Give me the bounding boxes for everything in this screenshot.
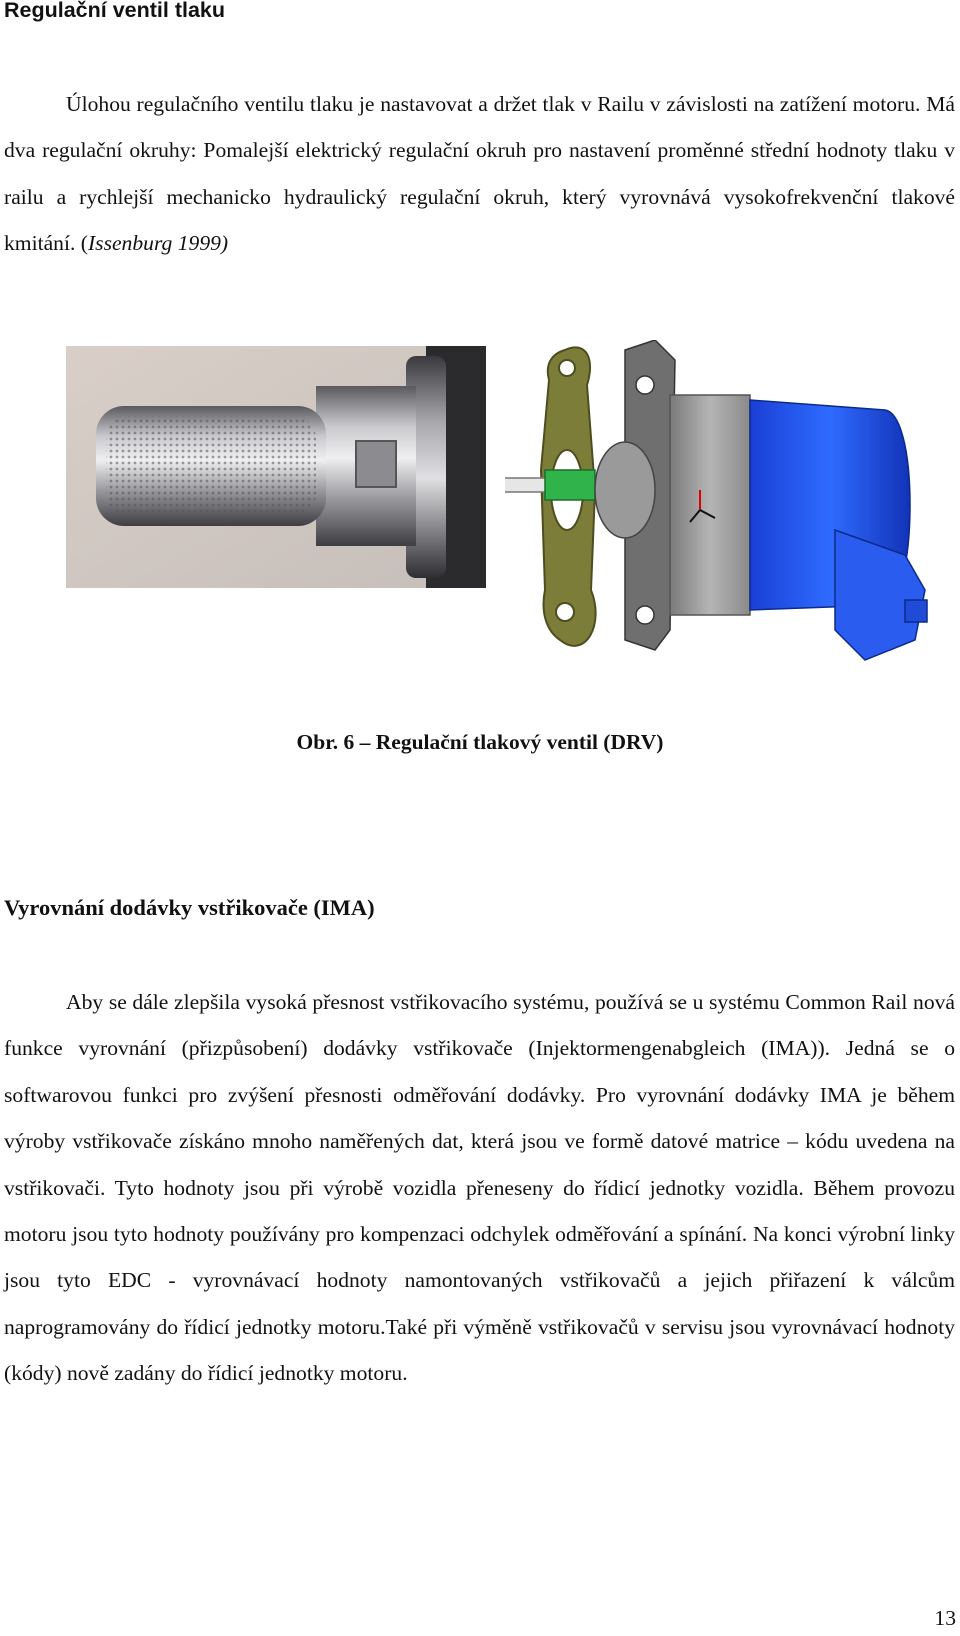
page-number: 13 [934, 1606, 956, 1630]
figure-drv [0, 340, 960, 690]
section-heading-ima: Vyrovnání dodávky vstřikovače (IMA) [4, 895, 375, 920]
citation: Issenburg 1999) [87, 231, 229, 256]
figure-caption: Obr. 6 – Regulační tlakový ventil (DRV) [296, 730, 664, 754]
paragraph-pressure-valve [4, 81, 955, 267]
paragraph-ima: Aby se dále zlepšila vysoká přesnost vstřikovacího systému, používá se u systému Common Rail nová funkce vyrovnání (přizpůsobení) dodávky vstřikovače (Injektormengenabgleich (IMA)). Jedná se o softwarovou funkci pro zvýšení přesnosti odměřování dodávky. Pro vyrovnání dodávky IMA je během výroby vstřikovače získáno mnoho naměřených dat, která jsou ve formě datové matrice – kódu uvedena na vstřikovači. Tyto hodnoty jsou při výrobě vozidla přeneseny do řídicí jednotky vozidla. Během provozu motoru jsou tyto hodnoty používány pro kompenzaci odchylek odměřování a spínání. Na konci výrobní linky jsou tyto EDC - vyrovnávací hodnoty namontovaných vstřikovačů a jejich přiřazení k válcům naprogramovány do řídicí jednotky motoru.Také při výměně vstřikovačů v servisu jsou vyrovnávací hodnoty (kódy) nově zadány do řídicí jednotky motoru. [4, 990, 955, 1386]
section-heading-pressure-valve: Regulační ventil tlaku [4, 0, 226, 22]
valve-3d-render [505, 340, 955, 690]
paragraph-text: Úlohou regulačního ventilu tlaku je nastavovat a držet tlak v Railu v závislosti na zatížení motoru. Má dva regulační okruhy: Pomalejší elektrický regulační okruh pro nastavení proměnné střední hodnoty tlaku v railu a rychlejší mechanicko hydraulický regulační okruh, který vyrovnává vysokofrekvenční tlakové kmitání. ( [4, 92, 955, 256]
valve-photo [66, 346, 486, 588]
